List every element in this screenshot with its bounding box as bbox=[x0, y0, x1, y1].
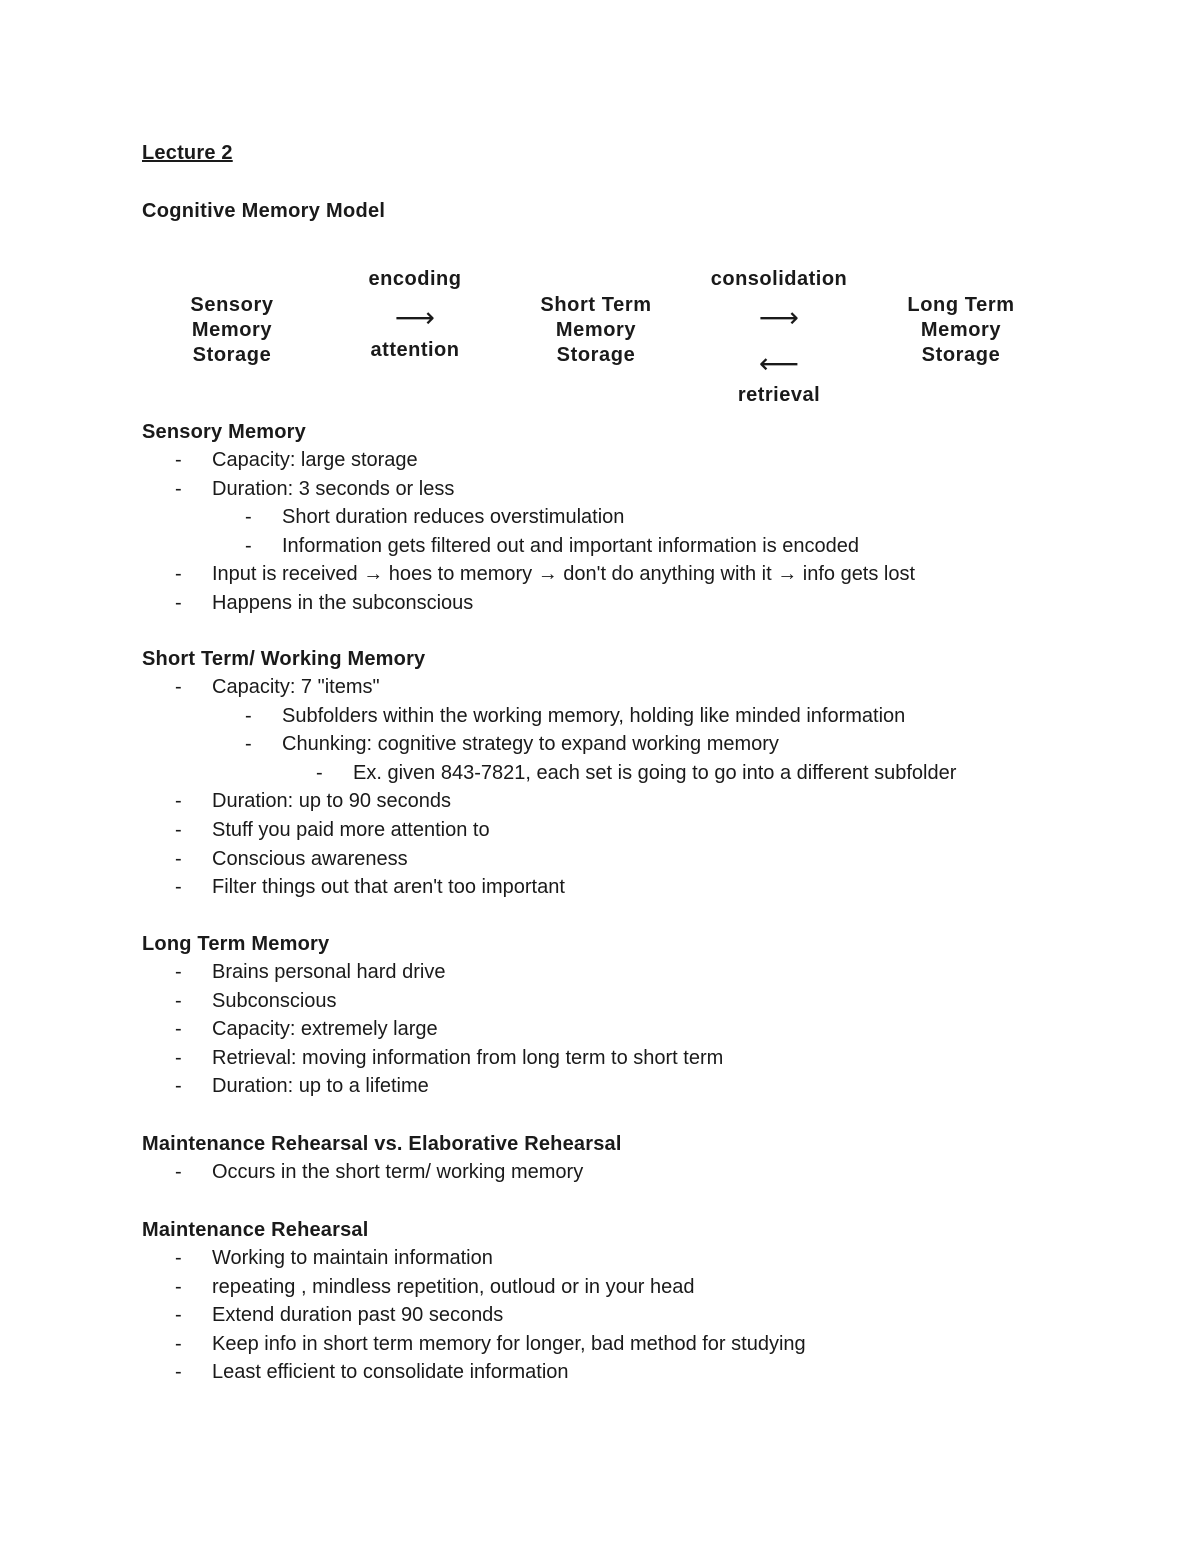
list-item bbox=[142, 730, 1142, 759]
list-item-text: Stuff you paid more attention to bbox=[212, 818, 490, 841]
list-item-text: Duration: up to a lifetime bbox=[212, 1075, 429, 1098]
list-item bbox=[142, 759, 1142, 788]
sensory-node-line: Storage bbox=[192, 344, 272, 366]
sensory-memory-node bbox=[142, 293, 322, 368]
list-item-text: Chunking: cognitive strategy to expand working memory bbox=[282, 733, 779, 756]
list-item bbox=[142, 1301, 1142, 1330]
list-item bbox=[142, 1015, 1142, 1044]
list-item-text: Conscious awareness bbox=[212, 847, 408, 870]
list-item bbox=[142, 845, 1142, 874]
bullet-dash: - bbox=[316, 761, 323, 784]
bullet-dash: - bbox=[175, 1161, 182, 1183]
retrieval-label: retrieval bbox=[737, 384, 821, 406]
bullet-dash: - bbox=[175, 676, 182, 698]
list-item bbox=[142, 1330, 1142, 1359]
list-item bbox=[142, 702, 1142, 731]
encoding-label: encoding bbox=[368, 268, 462, 290]
section-rehearsal-comparison bbox=[142, 1130, 1142, 1187]
section-heading: Maintenance Rehearsal vs. Elaborative Rehearsal bbox=[142, 1133, 622, 1155]
long-term-node-line: Memory bbox=[920, 319, 1002, 341]
list-item-text: Extend duration past 90 seconds bbox=[212, 1304, 504, 1327]
bullet-dash: - bbox=[245, 733, 252, 756]
list-item bbox=[142, 673, 1142, 702]
bullet-dash: - bbox=[175, 1075, 182, 1098]
section-heading: Sensory Memory bbox=[142, 421, 306, 443]
list-item-text: Ex. given 843-7821, each set is going to go into a different subfolder bbox=[353, 761, 957, 784]
bullet-dash: - bbox=[175, 1361, 182, 1384]
short-term-node-line: Storage bbox=[556, 344, 636, 366]
list-item bbox=[142, 1072, 1142, 1101]
bullet-dash: - bbox=[175, 989, 182, 1012]
section-maintenance-rehearsal bbox=[142, 1216, 1142, 1387]
long-term-memory-node bbox=[871, 293, 1051, 368]
section-long-term-memory bbox=[142, 930, 1142, 1101]
list-item-text: Short duration reduces overstimulation bbox=[282, 506, 625, 529]
page-subtitle: Cognitive Memory Model bbox=[142, 200, 386, 222]
list-item bbox=[142, 446, 1142, 475]
long-term-node-line: Long Term bbox=[907, 294, 1015, 316]
bullet-dash: - bbox=[175, 1046, 182, 1069]
list-item-text: Capacity: large storage bbox=[212, 449, 418, 471]
list-item-text: Input is received → hoes to memory → don't do anything with it → info gets lost bbox=[212, 563, 916, 586]
bullet-dash: - bbox=[175, 790, 182, 813]
short-term-memory-node bbox=[506, 293, 686, 368]
list-item-text: Filter things out that aren't too important bbox=[212, 876, 565, 899]
list-item-text: Working to maintain information bbox=[212, 1247, 493, 1269]
section-heading: Maintenance Rehearsal bbox=[142, 1219, 369, 1241]
list-item bbox=[142, 589, 1142, 618]
list-item-text: Subconscious bbox=[212, 989, 337, 1012]
section-heading: Short Term/ Working Memory bbox=[142, 648, 426, 670]
sensory-node-line: Sensory bbox=[190, 294, 274, 316]
bullet-dash: - bbox=[245, 534, 252, 557]
list-item-text: Occurs in the short term/ working memory bbox=[212, 1161, 584, 1183]
short-term-node-line: Short Term bbox=[540, 294, 652, 316]
list-item bbox=[142, 816, 1142, 845]
bullet-dash: - bbox=[175, 876, 182, 899]
list-item-text: Least efficient to consolidate information bbox=[212, 1361, 569, 1384]
list-item-text: Brains personal hard drive bbox=[212, 961, 446, 983]
list-item bbox=[142, 532, 1142, 561]
list-item bbox=[142, 475, 1142, 504]
list-item-text: Keep info in short term memory for longer, bad method for studying bbox=[212, 1332, 806, 1355]
bullet-dash: - bbox=[175, 961, 182, 983]
list-item-text: Subfolders within the working memory, holding like minded information bbox=[282, 704, 906, 727]
bullet-dash: - bbox=[175, 591, 182, 614]
bullet-dash: - bbox=[245, 704, 252, 727]
list-item bbox=[142, 1044, 1142, 1073]
list-item-text: Capacity: 7 "items" bbox=[212, 676, 380, 698]
sensory-node-line: Memory bbox=[191, 319, 273, 341]
bullet-dash: - bbox=[175, 847, 182, 870]
consolidation-label: consolidation bbox=[710, 268, 848, 290]
list-item-text: repeating , mindless repetition, outloud or in your head bbox=[212, 1275, 695, 1298]
list-item bbox=[142, 560, 1142, 589]
list-item bbox=[142, 1244, 1142, 1273]
list-item bbox=[142, 1273, 1142, 1302]
list-item bbox=[142, 503, 1142, 532]
page-title: Lecture 2 bbox=[142, 142, 233, 164]
long-term-node-line: Storage bbox=[921, 344, 1001, 366]
section-sensory-memory bbox=[142, 418, 1142, 618]
bullet-dash: - bbox=[175, 1275, 182, 1298]
list-item-text: Information gets filtered out and important information is encoded bbox=[282, 534, 859, 557]
attention-label: attention bbox=[370, 339, 460, 361]
bullet-dash: - bbox=[175, 1304, 182, 1327]
bullet-dash: - bbox=[175, 563, 182, 586]
list-item bbox=[142, 987, 1142, 1016]
memory-model-diagram bbox=[0, 0, 1200, 420]
list-item bbox=[142, 958, 1142, 987]
bullet-dash: - bbox=[175, 818, 182, 841]
section-heading: Long Term Memory bbox=[142, 933, 330, 955]
list-item bbox=[142, 873, 1142, 902]
short-term-node-line: Memory bbox=[555, 319, 637, 341]
list-item-text: Happens in the subconscious bbox=[212, 591, 474, 614]
list-item-text: Retrieval: moving information from long term to short term bbox=[212, 1046, 724, 1069]
bullet-dash: - bbox=[175, 1247, 182, 1269]
bullet-dash: - bbox=[175, 1018, 182, 1041]
encoding-arrow-icon: ⟶ bbox=[394, 301, 436, 334]
bullet-dash: - bbox=[175, 477, 182, 500]
retrieval-arrow-icon: ⟵ bbox=[758, 347, 800, 380]
bullet-dash: - bbox=[175, 449, 182, 471]
consolidation-arrow-icon: ⟶ bbox=[758, 301, 800, 334]
list-item-text: Duration: up to 90 seconds bbox=[212, 790, 452, 813]
list-item bbox=[142, 1158, 1142, 1187]
list-item-text: Duration: 3 seconds or less bbox=[212, 477, 455, 500]
bullet-dash: - bbox=[175, 1332, 182, 1355]
list-item bbox=[142, 787, 1142, 816]
section-short-term-memory bbox=[142, 645, 1142, 902]
list-item bbox=[142, 1358, 1142, 1387]
list-item-text: Capacity: extremely large bbox=[212, 1018, 438, 1041]
bullet-dash: - bbox=[245, 506, 252, 529]
